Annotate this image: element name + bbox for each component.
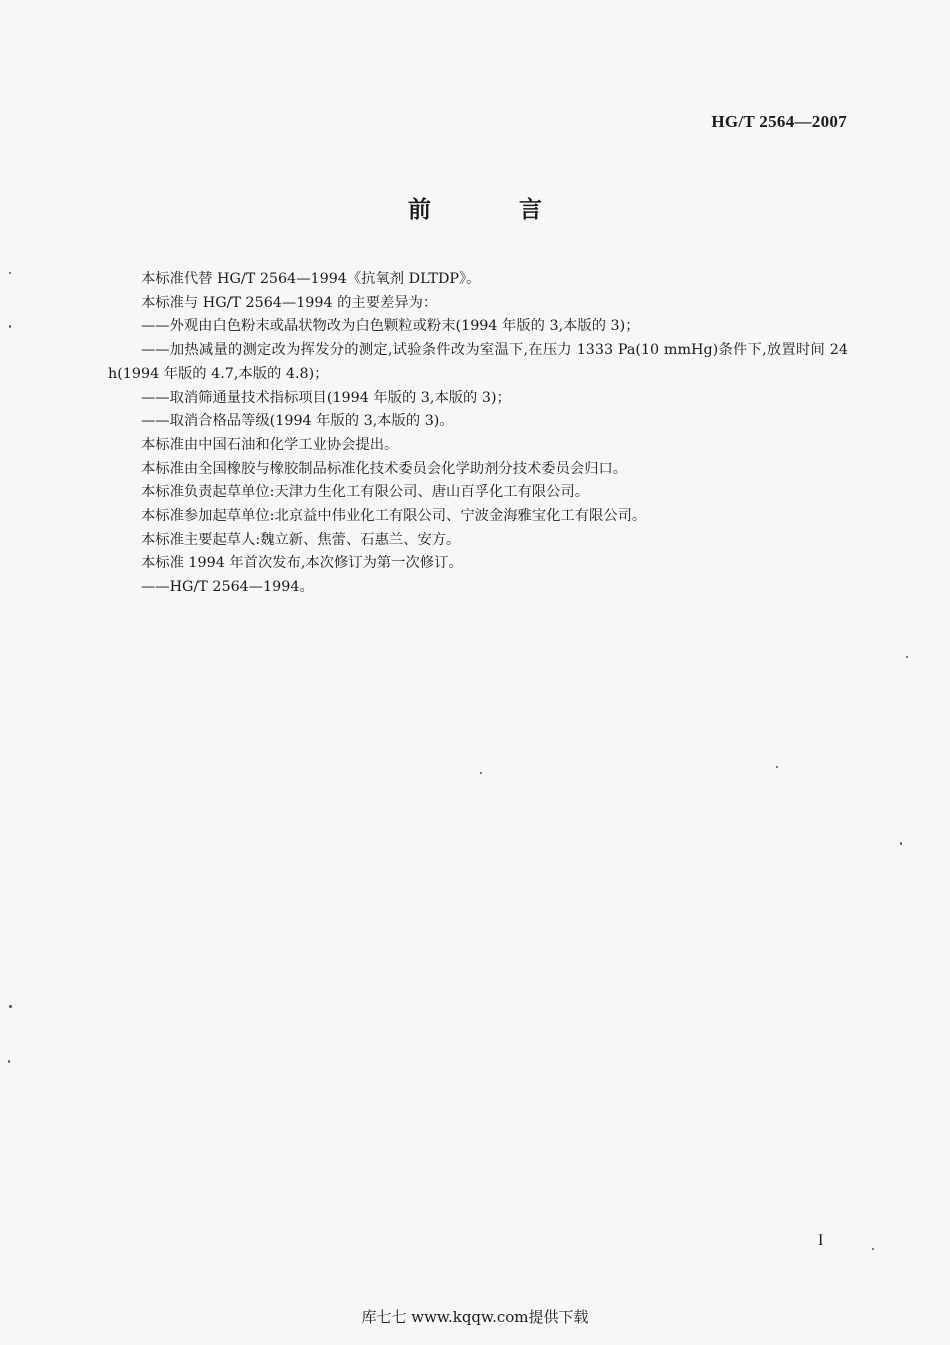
scan-speck: [9, 272, 11, 274]
foreword-body: [108, 268, 848, 600]
scan-speck: [906, 656, 908, 658]
page-title: 前 言: [407, 197, 582, 223]
scan-speck: [480, 772, 482, 774]
paragraph-proposed-by: 本标准由中国石油和化学工业协会提出。: [141, 436, 399, 453]
standard-code: HG/T 2564—2007: [711, 112, 847, 131]
scan-speck: [8, 1060, 10, 1063]
scan-speck: [9, 325, 11, 328]
paragraph-differences-intro: 本标准与 HG/T 2564—1994 的主要差异为：: [141, 294, 438, 311]
footer-watermark: 库七七 www.kqqw.com提供下载: [361, 1308, 589, 1326]
scan-speck: [9, 1005, 12, 1008]
scan-speck: [776, 766, 778, 768]
paragraph-replaces: 本标准代替 HG/T 2564—1994《抗氧剂 DLTDP》。: [141, 271, 481, 287]
list-item-previous-edition: ——HG/T 2564—1994。: [141, 579, 314, 596]
list-item-appearance: ——外观由白色粉末或晶状物改为白色颗粒或粉末(1994 年版的 3,本版的 3)；: [141, 318, 640, 335]
scan-speck: [872, 1248, 874, 1250]
scan-speck: [900, 842, 902, 845]
list-item-sieve: ——取消筛通量技术指标项目(1994 年版的 3,本版的 3)；: [141, 389, 511, 406]
paragraph-managed-by: 本标准由全国橡胶与橡胶制品标准化技术委员会化学助剂分技术委员会归口。: [141, 460, 628, 477]
paragraph-participating-units: 本标准参加起草单位:北京益中伟业化工有限公司、宁波金海雅宝化工有限公司。: [141, 508, 647, 525]
list-item-volatile: ——加热减量的测定改为挥发分的测定,试验条件改为室温下,在压力 1333 Pa(10 mmHg)条件下,放置时间 24 h(1994 年版的 4.7,本版的 4.8)；: [108, 342, 848, 382]
list-item-grade: ——取消合格品等级(1994 年版的 3,本版的 3)。: [141, 413, 454, 430]
paragraph-drafting-unit: 本标准负责起草单位:天津力生化工有限公司、唐山百孚化工有限公司。: [141, 484, 590, 501]
page-number: I: [818, 1232, 824, 1249]
paragraph-drafters: 本标准主要起草人:魏立新、焦蕾、石惠兰、安方。: [141, 531, 461, 548]
paragraph-history: 本标准 1994 年首次发布,本次修订为第一次修订。: [141, 555, 463, 572]
